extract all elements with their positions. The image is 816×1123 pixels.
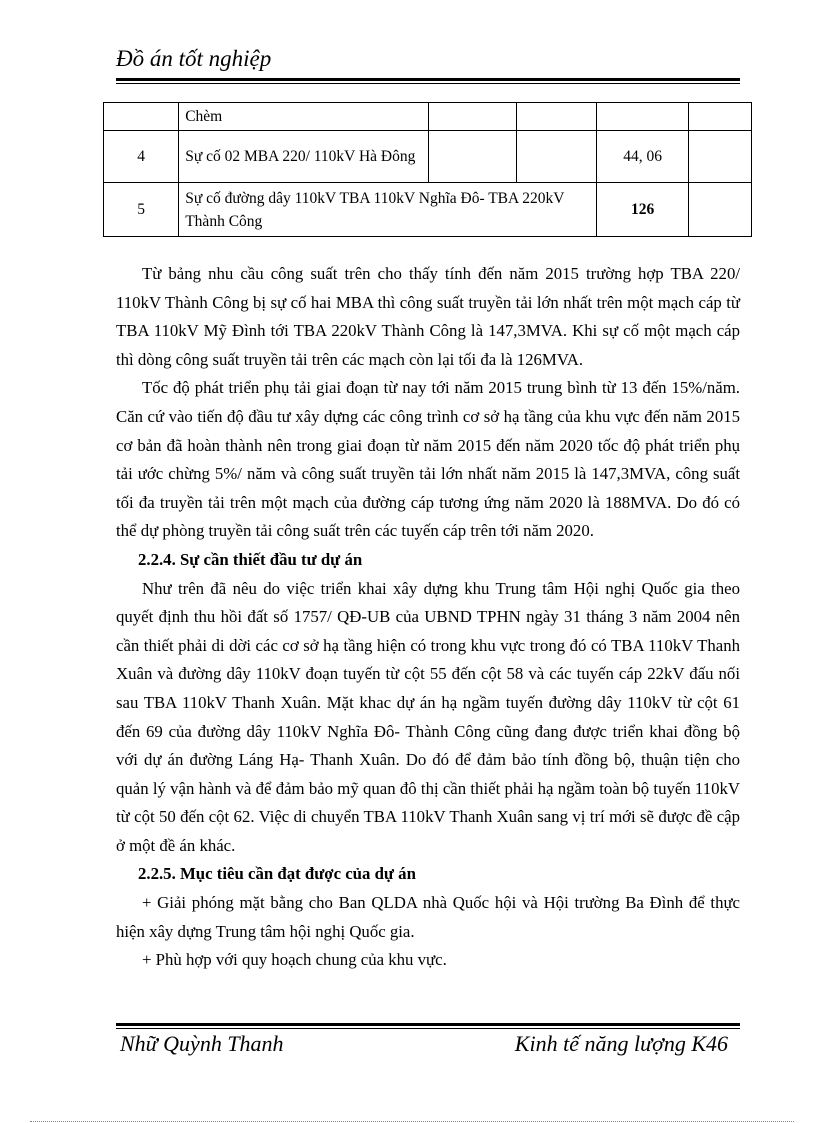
bullet-item: + Giải phóng mặt bằng cho Ban QLDA nhà Quốc hội và Hội trường Ba Đình để thực hiện xây dựng Trung tâm hội nghị Quốc gia.	[116, 893, 740, 941]
section-heading: 2.2.5. Mục tiêu cần đạt được của dự án	[138, 864, 416, 884]
footer-rule-thick	[116, 1023, 740, 1026]
cell-stt	[104, 103, 179, 131]
cell-b	[517, 103, 597, 131]
cell-a	[428, 131, 516, 183]
cell-desc: Sự cố đường dây 110kV TBA 110kV Nghĩa Đô- TBA 220kV Thành Công	[179, 183, 597, 237]
cell-stt: 4	[104, 131, 179, 183]
header-rule-thick	[116, 78, 740, 81]
cell-b	[517, 131, 597, 183]
cell-c: 44, 06	[597, 131, 688, 183]
body-text	[116, 260, 740, 975]
footer-rule-thin	[116, 1028, 740, 1029]
section-heading: 2.2.4. Sự cần thiết đầu tư dự án	[138, 549, 363, 569]
cell-desc: Sự cố 02 MBA 220/ 110kV Hà Đông	[179, 131, 429, 183]
cell-d	[688, 103, 751, 131]
page-edge-divider	[30, 1121, 794, 1122]
table-row	[104, 131, 752, 183]
footer-author: Nhữ Quỳnh Thanh	[120, 1031, 284, 1056]
footer-course: Kinh tế năng lượng K46	[514, 1031, 728, 1056]
paragraph: Như trên đã nêu do việc triển khai xây dựng khu Trung tâm Hội nghị Quốc gia theo quyết định thu hồi đất số 1757/ QĐ-UB của UBND TPHN ngày 31 tháng 3 năm 2004 nên cần thiết phải di dời các cơ sở hạ tầng hiện có trong khu vực trong đó có TBA 110kV Thanh Xuân và đường dây 110kV đoạn tuyến từ cột 55 đến cột 58 và các tuyến cáp 22kV đấu nối sau TBA 110kV Thanh Xuân. Mặt khac dự án hạ ngầm tuyến đường dây 110kV từ cột 61 đến 69 của đường dây 110kV Nghĩa Đô- Thành Công cũng đang được triển khai đồng bộ với dự án đường Láng Hạ- Thanh Xuân. Do đó để đảm bảo tính đồng bộ, thuận tiện cho quản lý vận hành và để đảm bảo mỹ quan đô thị cần thiết phải hạ ngầm toàn bộ tuyến 110kV từ cột 50 đến cột 62. Việc di chuyển TBA 110kV Thanh Xuân sang vị trí mới sẽ được đề cập ở một đề án khác.	[116, 578, 740, 855]
table-row	[104, 103, 752, 131]
table-row	[104, 183, 752, 237]
cell-a	[428, 103, 516, 131]
paragraph: Từ bảng nhu cầu công suất trên cho thấy tính đến năm 2015 trường hợp TBA 220/ 110kV Thành Công bị sự cố hai MBA thì công suất truyền tải lớn nhất trên một mạch cáp từ TBA 110kV Mỹ Đình tới TBA 220kV Thành Công là 147,3MVA. Khi sự cố một mạch cáp thì dòng công suất truyền tải trên các mạch còn lại tối đa là 126MVA.	[116, 264, 740, 369]
cell-d	[688, 183, 751, 237]
capacity-table	[103, 102, 752, 237]
cell-d	[688, 131, 751, 183]
cell-desc: Chèm	[179, 103, 429, 131]
header-title: Đồ án tốt nghiệp	[116, 46, 272, 71]
paragraph: Tốc độ phát triển phụ tải giai đoạn từ nay tới năm 2015 trung bình từ 13 đến 15%/năm. Căn cứ vào tiến độ đầu tư xây dựng các công trình cơ sở hạ tầng của khu vực đến năm 2015 cơ bản đã hoàn thành nên trong giai đoạn từ năm 2015 đến năm 2020 tốc độ phát triển phụ tải ước chừng 5%/ năm và công suất truyền tải lớn nhất năm 2015 là 147,3MVA, công suất tối đa truyền tải trên một mạch của đường cáp tương ứng năm 2020 là 188MVA. Do đó có thể dự phòng truyền tải công suất trên các tuyến cáp trên tới năm 2020.	[116, 378, 740, 541]
cell-c	[597, 103, 688, 131]
header-rule-thin	[116, 83, 740, 84]
cell-stt: 5	[104, 183, 179, 237]
bullet-item: + Phù hợp với quy hoạch chung của khu vực.	[142, 950, 447, 970]
cell-c: 126	[597, 183, 688, 237]
